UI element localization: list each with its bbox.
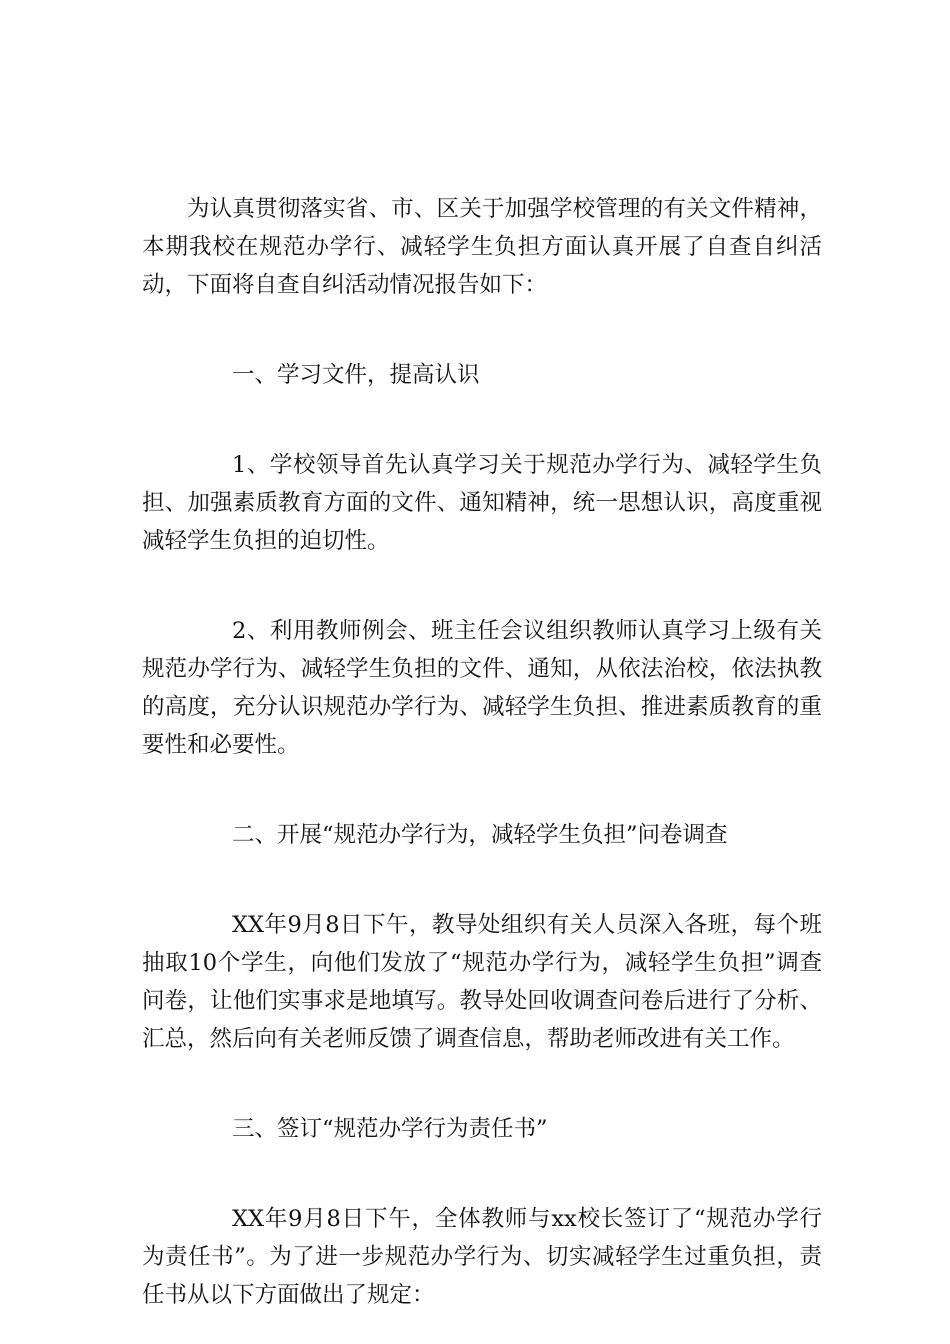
section-1-item-2: 2、利用教师例会、班主任会议组织教师认真学习上级有关规范办学行为、减轻学生负担的文件、通知，从依法治校，依法执教的高度，充分认识规范办学行为、减轻学生负担、推进素质教育的重要性和必要性。: [142, 618, 822, 758]
paragraph-spacer: [142, 304, 822, 356]
paragraph-spacer: [142, 1148, 822, 1200]
section-1-item-1: 1、学校领导首先认真学习关于规范办学行为、减轻学生负担、加强素质教育方面的文件、通知精神，统一思想认识，高度重视减轻学生负担的迫切性。: [142, 452, 822, 554]
paragraph-spacer: [142, 1058, 822, 1110]
section-1-heading: 一、学习文件，提高认识: [232, 362, 480, 388]
paragraph-spacer: [142, 394, 822, 446]
section-2-body: XX年9月8日下午，教导处组织有关人员深入各班，每个班抽取10个学生，向他们发放了“规范办学行为，减轻学生负担”调查问卷，让他们实事求是地填写。教导处回收调查问卷后进行了分析、汇总，然后向有关老师反馈了调查信息，帮助老师改进有关工作。: [142, 912, 822, 1052]
section-3-body: XX年9月8日下午，全体教师与xx校长签订了“规范办学行为责任书”。为了进一步规范办学行为、切实减轻学生过重负担，责任书从以下方面做出了规定：: [142, 1206, 822, 1308]
document-body: [142, 190, 822, 1314]
paragraph-spacer: [142, 764, 822, 816]
section-2-heading: 二、开展“规范办学行为，减轻学生负担”问卷调查: [232, 822, 728, 848]
paragraph-spacer: [142, 560, 822, 612]
paragraph-spacer: [142, 854, 822, 906]
section-3-heading: 三、签订“规范办学行为责任书”: [232, 1116, 548, 1142]
intro-paragraph: 为认真贯彻落实省、市、区关于加强学校管理的有关文件精神，本期我校在规范办学行、减轻学生负担方面认真开展了自查自纠活动，下面将自查自纠活动情况报告如下：: [142, 196, 822, 298]
